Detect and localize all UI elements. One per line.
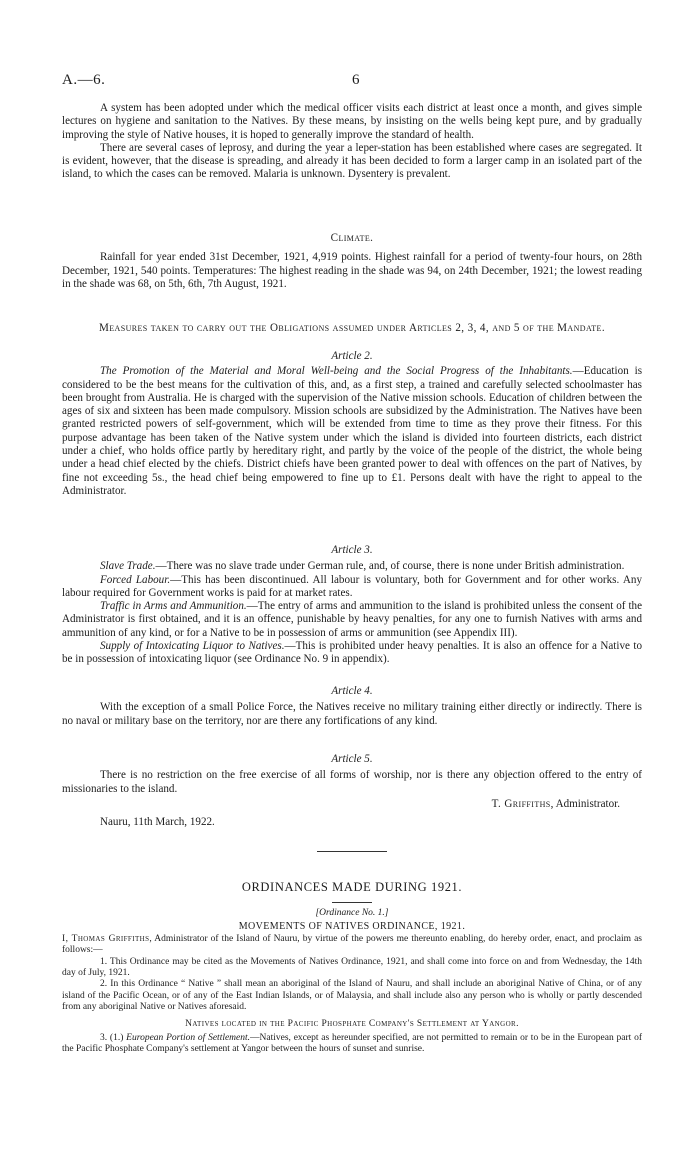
health-paragraph-2: There are several cases of leprosy, and during the year a leper-station has been established where cases are segregated. It is evident, however, that the disease is spreading, and already it has been decided to form a larger camp in an isolated part of the island, to which the cases can be removed. Malaria is unknown. Dysentery is prevalent. — [62, 141, 642, 181]
page-header — [62, 72, 642, 92]
article-2-lead: The Promotion of the Material and Moral Well-being and the Social Progress of the Inhabitants. — [100, 365, 573, 378]
enactor-name: I, Thomas Griffiths — [62, 933, 150, 944]
article-2-section — [62, 350, 642, 498]
section-3 — [62, 1033, 642, 1056]
ordinance-1 — [62, 908, 642, 1056]
signature-block — [62, 798, 642, 830]
page-number: 6 — [352, 72, 360, 88]
article-3-section — [62, 544, 642, 667]
heading-divider — [332, 902, 372, 903]
article-5-heading: Article 5. — [331, 753, 373, 765]
forced-labour-paragraph — [62, 574, 642, 601]
arms-paragraph — [62, 600, 642, 640]
liquor-paragraph — [62, 640, 642, 667]
section-1: 1. This Ordinance may be cited as the Movements of Natives Ordinance, 1921, and shall come into force on and from Wednesday, the 14th day of July, 1921. — [62, 956, 642, 979]
forced-labour-lead: Forced Labour. — [100, 573, 171, 586]
yangor-subheading: Natives located in the Pacific Phosphate Company's Settlement at Yangor. — [185, 1018, 519, 1029]
health-section — [62, 102, 642, 182]
arms-lead: Traffic in Arms and Ammunition. — [100, 600, 247, 613]
ordinances-section — [62, 881, 642, 894]
liquor-lead: Supply of Intoxicating Liquor to Natives. — [100, 640, 285, 653]
measures-section — [62, 322, 642, 335]
liquor-body: —This is prohibited under heavy penalties. It is also an offence for a Native to be in possession of intoxicating liquor (see Ordinance No. 9 in appendix). — [62, 640, 642, 666]
arms-body: —The entry of arms and ammunition to the island is prohibited unless the consent of the Administrator is first obtained, and it is an offence, punishable by heavy penalties, for any one to furnish Natives with arms and ammunition of any kind, or for a Native to be in possession of arms or ammunition (see Appendix III). — [62, 600, 642, 639]
document-reference: A.—6. — [62, 72, 106, 88]
ordinances-heading: ORDINANCES MADE DURING 1921. — [241, 880, 463, 894]
enacting-text: , Administrator of the Island of Nauru, by virtue of the powers me thereunto enabling, do hereby order, enact, and proclaim as follows:— — [62, 933, 642, 956]
slave-trade-paragraph — [62, 560, 642, 573]
enacting-clause — [62, 934, 642, 957]
article-4-heading: Article 4. — [331, 685, 373, 697]
ordinance-title: MOVEMENTS OF NATIVES ORDINANCE, 1921. — [238, 921, 466, 933]
ordinance-number: [Ordinance No. 1.] — [315, 908, 389, 918]
climate-paragraph: Rainfall for year ended 31st December, 1921, 4,919 points. Highest rainfall for a period of twenty-four hours, on 28th December, 1921, 540 points. Temperatures: The highest reading in the shade was 94, on 24th December, 1921; the lowest reading in the shade was 68, on 5th, 6th, 7th August, 1921. — [62, 251, 642, 290]
signatory-title: , Administrator. — [550, 798, 620, 810]
section-3-lead: European Portion of Settlement. — [126, 1033, 251, 1044]
forced-labour-body: —This has been discontinued. All labour is voluntary, both for Government and for other works. Any labour required for Government works is paid for at market rates. — [62, 573, 642, 599]
article-5-section — [62, 753, 642, 796]
measures-heading: Measures taken to carry out the Obligations assumed under Articles 2, 3, 4, and 5 of the Mandate. — [99, 322, 605, 334]
article-3-heading: Article 3. — [331, 544, 373, 556]
section-2: 2. In this Ordinance “ Native ” shall mean an aboriginal of the Island of Nauru, and shall include an aboriginal Native of China, or of any island of the Pacific Ocean, or of any of the East Indian Islands, or of Malaysia, and shall include also any person who is wholly or partly descended from any aboriginal Native or Natives aforesaid. — [62, 979, 642, 1013]
health-paragraph-1: A system has been adopted under which the medical officer visits each district at least once a month, and gives simple lectures on hygiene and sanitation to the Natives. By these means, by insisting on the wells being kept pure, and by gradually improving the style of Native houses, it is hoped to generally improve the standard of health. — [62, 102, 642, 141]
article-2-heading: Article 2. — [331, 350, 373, 362]
section-3-number: 3. (1.) — [100, 1033, 127, 1044]
article-2-body: —Education is considered to be the best means for the cultivation of this, and, as a first step, a trained and carefully selected schoolmaster has been brought from Australia. He is charged with the supervision of the Native mission schools. Education of children between the ages of six and sixteen has been made compulsory. Mission schools are subsidized by the Administration. The Natives have been granted restricted powers of self-government, which will be extended from time to time as they prove their fitness. For this purpose advantage has been taken of the Native system under which the island is divided into fourteen districts, each district under a chief, who holds office partly by hereditary right, and partly by the voice of the people of the district, the whole being under a head chief elected by the chiefs. District chiefs have been granted power to deal with offences on the part of Natives, by fine not exceeding 5s., the head chief being empowered to fine up to £1. Persons dealt with have the right to appeal to the Administrator. — [62, 365, 643, 497]
article-4-section — [62, 685, 642, 728]
signatory-name: T. Griffiths — [491, 798, 551, 810]
slave-trade-lead: Slave Trade. — [100, 560, 156, 573]
article-4-paragraph: With the exception of a small Police Force, the Natives receive no military training either directly or indirectly. There is no naval or military base on the territory, nor are there any fortifications of any kind. — [62, 701, 642, 727]
article-2-paragraph — [62, 365, 642, 498]
section-3-body: —Natives, except as hereunder specified, are not permitted to remain or to be in the European part of the Pacific Phosphate Company's settlement at Yangor between the hours of sunset and sunrise. — [62, 1033, 642, 1055]
slave-trade-body: —There was no slave trade under German rule, and, of course, there is none under British administration. — [155, 560, 625, 573]
place-date: Nauru, 11th March, 1922. — [100, 816, 215, 829]
climate-heading: Climate. — [330, 232, 374, 244]
climate-section — [62, 232, 642, 291]
article-5-paragraph: There is no restriction on the free exercise of all forms of worship, nor is there any objection offered to the entry of missionaries to the island. — [62, 769, 642, 795]
section-divider — [317, 851, 387, 852]
signature-line — [62, 798, 642, 811]
